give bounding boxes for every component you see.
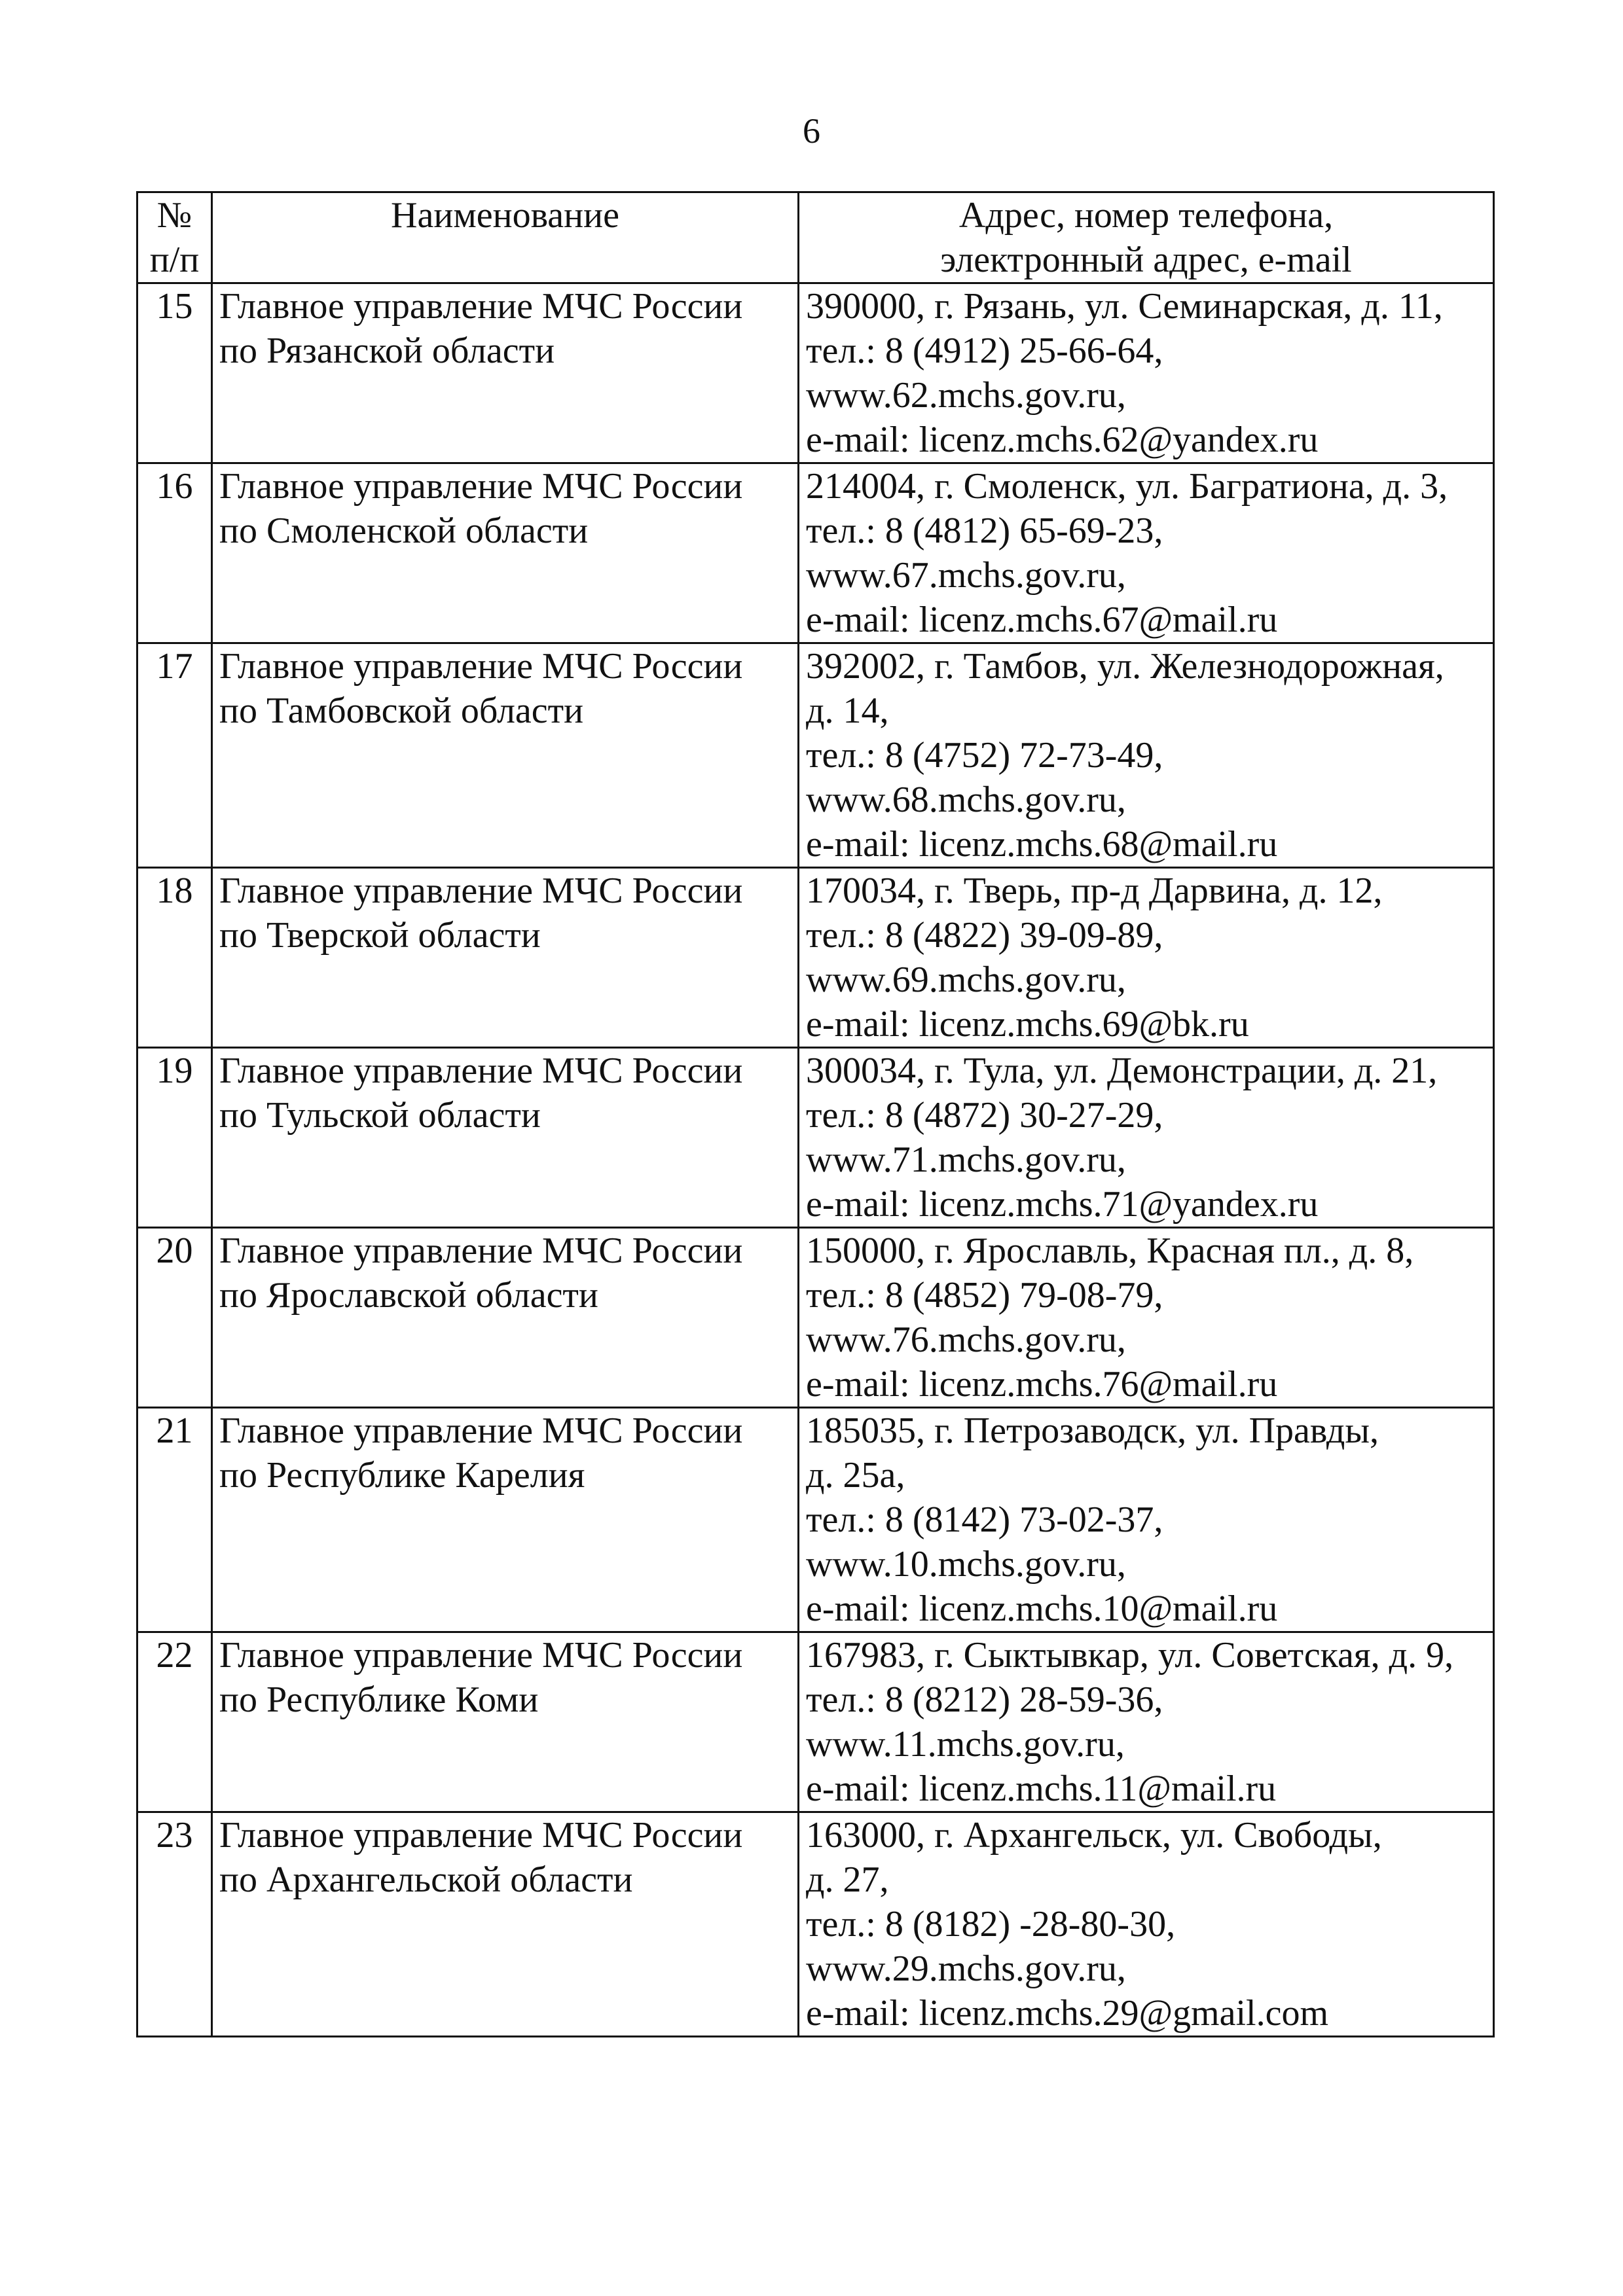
header-number-line: № (156, 195, 192, 236)
office-name-line: по Смоленской области (219, 511, 589, 551)
office-contacts (799, 1048, 1494, 1228)
office-name (212, 463, 799, 643)
header-name-line: Наименование (391, 195, 619, 236)
header-address-line: Адрес, номер телефона, (958, 195, 1334, 236)
header-address-line: электронный адрес, e-mail (940, 240, 1352, 280)
page-number: 6 (803, 111, 820, 151)
office-contact-line: www.69.mchs.gov.ru, (806, 960, 1126, 1000)
office-name (212, 868, 799, 1048)
office-contact-line: 214004, г. Смоленск, ул. Багратиона, д. 3, (806, 466, 1448, 507)
office-name-line: Главное управление МЧС России (219, 1635, 743, 1676)
office-contact-line: тел.: 8 (4812) 65-69-23, (806, 511, 1163, 551)
office-name-line: Главное управление МЧС России (219, 1815, 743, 1856)
office-contact-line: д. 27, (806, 1859, 889, 1900)
office-contact-line: тел.: 8 (4872) 30-27-29, (806, 1095, 1163, 1136)
office-name (212, 283, 799, 463)
office-contact-line: 170034, г. Тверь, пр-д Дарвина, д. 12, (806, 870, 1383, 911)
office-contact-line: e-mail: licenz.mchs.76@mail.ru (806, 1364, 1278, 1405)
office-contact-line: 167983, г. Сыктывкар, ул. Советская, д. 9, (806, 1635, 1454, 1676)
office-name-line: по Тульской области (219, 1095, 541, 1136)
office-contact-line: 392002, г. Тамбов, ул. Железнодорожная, (806, 646, 1444, 687)
office-contacts (799, 1228, 1494, 1408)
office-contact-line: www.67.mchs.gov.ru, (806, 555, 1126, 596)
office-contact-line: тел.: 8 (4822) 39-09-89, (806, 915, 1163, 956)
office-contact-line: 390000, г. Рязань, ул. Семинарская, д. 11, (806, 286, 1443, 327)
office-contact-line: e-mail: licenz.mchs.62@yandex.ru (806, 420, 1319, 460)
office-contact-line: www.71.mchs.gov.ru, (806, 1139, 1126, 1180)
office-contacts (799, 463, 1494, 643)
row-number: 23 (137, 1812, 212, 2037)
office-contact-line: 150000, г. Ярославль, Красная пл., д. 8, (806, 1230, 1414, 1271)
office-contact-line: 163000, г. Архангельск, ул. Свободы, (806, 1815, 1382, 1856)
header-address (799, 192, 1494, 283)
office-name-line: Главное управление МЧС России (219, 870, 743, 911)
table-row (137, 868, 1494, 1048)
table-body (137, 283, 1494, 2037)
table-row (137, 1228, 1494, 1408)
office-name (212, 1048, 799, 1228)
office-contact-line: д. 25а, (806, 1455, 905, 1496)
office-name-line: Главное управление МЧС России (219, 1050, 743, 1091)
office-contact-line: e-mail: licenz.mchs.10@mail.ru (806, 1588, 1278, 1629)
office-contact-line: e-mail: licenz.mchs.69@bk.ru (806, 1004, 1249, 1045)
row-number: 18 (137, 868, 212, 1048)
table-row (137, 1048, 1494, 1228)
office-contact-line: тел.: 8 (8212) 28-59-36, (806, 1679, 1163, 1720)
office-contact-line: www.11.mchs.gov.ru, (806, 1724, 1125, 1765)
row-number: 22 (137, 1632, 212, 1812)
office-name-line: Главное управление МЧС России (219, 1410, 743, 1451)
office-contact-line: www.76.mchs.gov.ru, (806, 1319, 1126, 1360)
office-contacts (799, 868, 1494, 1048)
office-name-line: по Тверской области (219, 915, 541, 956)
office-contact-line: тел.: 8 (4852) 79-08-79, (806, 1275, 1163, 1316)
row-number: 19 (137, 1048, 212, 1228)
office-name (212, 1632, 799, 1812)
table-row (137, 1408, 1494, 1632)
table-row (137, 1812, 1494, 2037)
office-contact-line: e-mail: licenz.mchs.71@yandex.ru (806, 1184, 1319, 1225)
office-name-line: Главное управление МЧС России (219, 286, 743, 327)
row-number: 17 (137, 643, 212, 868)
header-name (212, 192, 799, 283)
office-contact-line: www.68.mchs.gov.ru, (806, 780, 1126, 820)
office-contact-line: www.29.mchs.gov.ru, (806, 1948, 1126, 1989)
office-contact-line: e-mail: licenz.mchs.68@mail.ru (806, 824, 1278, 865)
office-name-line: по Рязанской области (219, 331, 555, 371)
header-number-line: п/п (149, 240, 200, 280)
office-name-line: по Архангельской области (219, 1859, 633, 1900)
office-name (212, 643, 799, 868)
office-name (212, 1812, 799, 2037)
office-name-line: Главное управление МЧС России (219, 466, 743, 507)
office-contacts (799, 643, 1494, 868)
table-row (137, 1632, 1494, 1812)
row-number: 21 (137, 1408, 212, 1632)
office-name-line: по Республике Коми (219, 1679, 539, 1720)
table-header-row (137, 192, 1494, 283)
office-name (212, 1408, 799, 1632)
office-contacts (799, 1408, 1494, 1632)
table-row (137, 283, 1494, 463)
table-row (137, 463, 1494, 643)
office-name-line: по Тамбовской области (219, 691, 584, 731)
header-number (137, 192, 212, 283)
office-contacts (799, 1812, 1494, 2037)
office-contact-line: 185035, г. Петрозаводск, ул. Правды, (806, 1410, 1379, 1451)
office-contacts (799, 1632, 1494, 1812)
office-contact-line: тел.: 8 (4752) 72-73-49, (806, 735, 1163, 776)
office-contact-line: www.10.mchs.gov.ru, (806, 1544, 1126, 1585)
office-name-line: Главное управление МЧС России (219, 1230, 743, 1271)
row-number: 16 (137, 463, 212, 643)
office-contact-line: 300034, г. Тула, ул. Демонстрации, д. 21, (806, 1050, 1438, 1091)
office-contact-line: e-mail: licenz.mchs.29@gmail.com (806, 1993, 1328, 2034)
row-number: 15 (137, 283, 212, 463)
office-name-line: по Ярославской области (219, 1275, 598, 1316)
office-contact-line: тел.: 8 (8142) 73-02-37, (806, 1499, 1163, 1540)
office-name-line: Главное управление МЧС России (219, 646, 743, 687)
office-contact-line: www.62.mchs.gov.ru, (806, 375, 1126, 416)
table-row (137, 643, 1494, 868)
office-contact-line: e-mail: licenz.mchs.11@mail.ru (806, 1768, 1277, 1809)
office-contact-line: д. 14, (806, 691, 889, 731)
office-contact-line: тел.: 8 (8182) -28-80-30, (806, 1904, 1176, 1945)
office-name (212, 1228, 799, 1408)
office-name-line: по Республике Карелия (219, 1455, 585, 1496)
office-contact-line: e-mail: licenz.mchs.67@mail.ru (806, 600, 1278, 640)
office-contacts (799, 283, 1494, 463)
office-contact-line: тел.: 8 (4912) 25-66-64, (806, 331, 1163, 371)
offices-table (136, 191, 1495, 2037)
row-number: 20 (137, 1228, 212, 1408)
